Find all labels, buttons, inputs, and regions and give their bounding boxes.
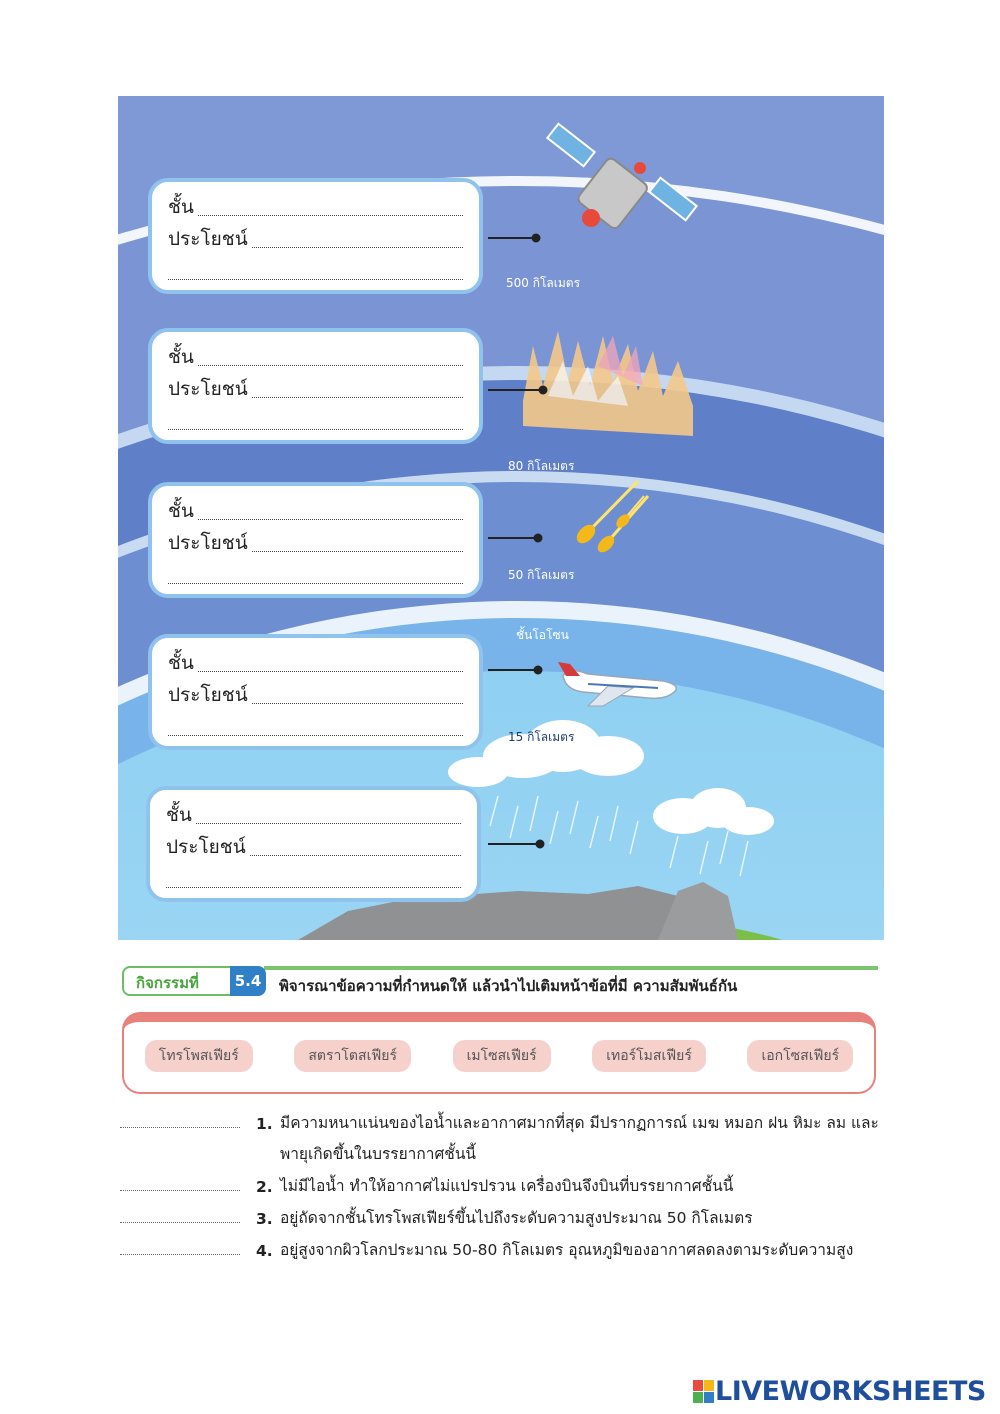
word-chip[interactable]: สตราโตสเฟียร์ xyxy=(294,1040,411,1072)
benefit-field[interactable]: ประโยชน์ xyxy=(168,678,463,710)
answer-blank[interactable] xyxy=(120,1254,240,1255)
layer-box-3 xyxy=(148,482,483,598)
benefit-field-line2[interactable] xyxy=(168,558,463,590)
liveworksheets-logo: LIVEWORKSHEETS xyxy=(693,1376,986,1407)
benefit-field-line2[interactable] xyxy=(168,404,463,436)
header-rule xyxy=(264,966,878,970)
answer-blank[interactable] xyxy=(120,1222,240,1223)
answer-blank[interactable] xyxy=(120,1127,240,1128)
activity-instruction: พิจารณาข้อความที่กำหนดให้ แล้วนำไปเติมหน้าข้อที่มี ความสัมพันธ์กัน xyxy=(279,977,738,995)
word-chip[interactable]: โทรโพสเฟียร์ xyxy=(145,1040,253,1072)
altitude-label-15: 15 กิโลเมตร xyxy=(508,730,575,744)
layer-box-2 xyxy=(148,328,483,444)
altitude-label-80: 80 กิโลเมตร xyxy=(508,459,575,473)
benefit-field[interactable]: ประโยชน์ xyxy=(166,830,461,862)
layer-field[interactable]: ชั้น xyxy=(168,494,463,526)
benefit-field[interactable]: ประโยชน์ xyxy=(168,222,463,254)
altitude-label-500: 500 กิโลเมตร xyxy=(506,276,581,290)
benefit-field[interactable]: ประโยชน์ xyxy=(168,372,463,404)
word-bank xyxy=(122,1012,876,1094)
activity-badge: กิจกรรมที่ xyxy=(122,966,264,996)
activity-number: 5.4 xyxy=(230,966,266,996)
activity-header xyxy=(122,966,878,1000)
atmosphere-diagram xyxy=(118,96,884,940)
layer-field[interactable]: ชั้น xyxy=(168,340,463,372)
layer-box-4 xyxy=(148,634,483,750)
answer-blank[interactable] xyxy=(120,1190,240,1191)
word-chip[interactable]: เมโซสเฟียร์ xyxy=(453,1040,551,1072)
benefit-field-line2[interactable] xyxy=(168,254,463,286)
layer-field[interactable]: ชั้น xyxy=(168,190,463,222)
logo-icon xyxy=(693,1380,715,1404)
layer-box-5 xyxy=(146,786,481,902)
benefit-field[interactable]: ประโยชน์ xyxy=(168,526,463,558)
altitude-label-50: 50 กิโลเมตร xyxy=(508,568,575,582)
benefit-field-line2[interactable] xyxy=(168,710,463,742)
word-chip[interactable]: เอกโซสเฟียร์ xyxy=(747,1040,853,1072)
benefit-field-line2[interactable] xyxy=(166,862,461,894)
layer-box-1 xyxy=(148,178,483,294)
ozone-label: ชั้นโอโซน xyxy=(516,628,569,642)
layer-field[interactable]: ชั้น xyxy=(166,798,461,830)
layer-field[interactable]: ชั้น xyxy=(168,646,463,678)
word-chip[interactable]: เทอร์โมสเฟียร์ xyxy=(592,1040,706,1072)
